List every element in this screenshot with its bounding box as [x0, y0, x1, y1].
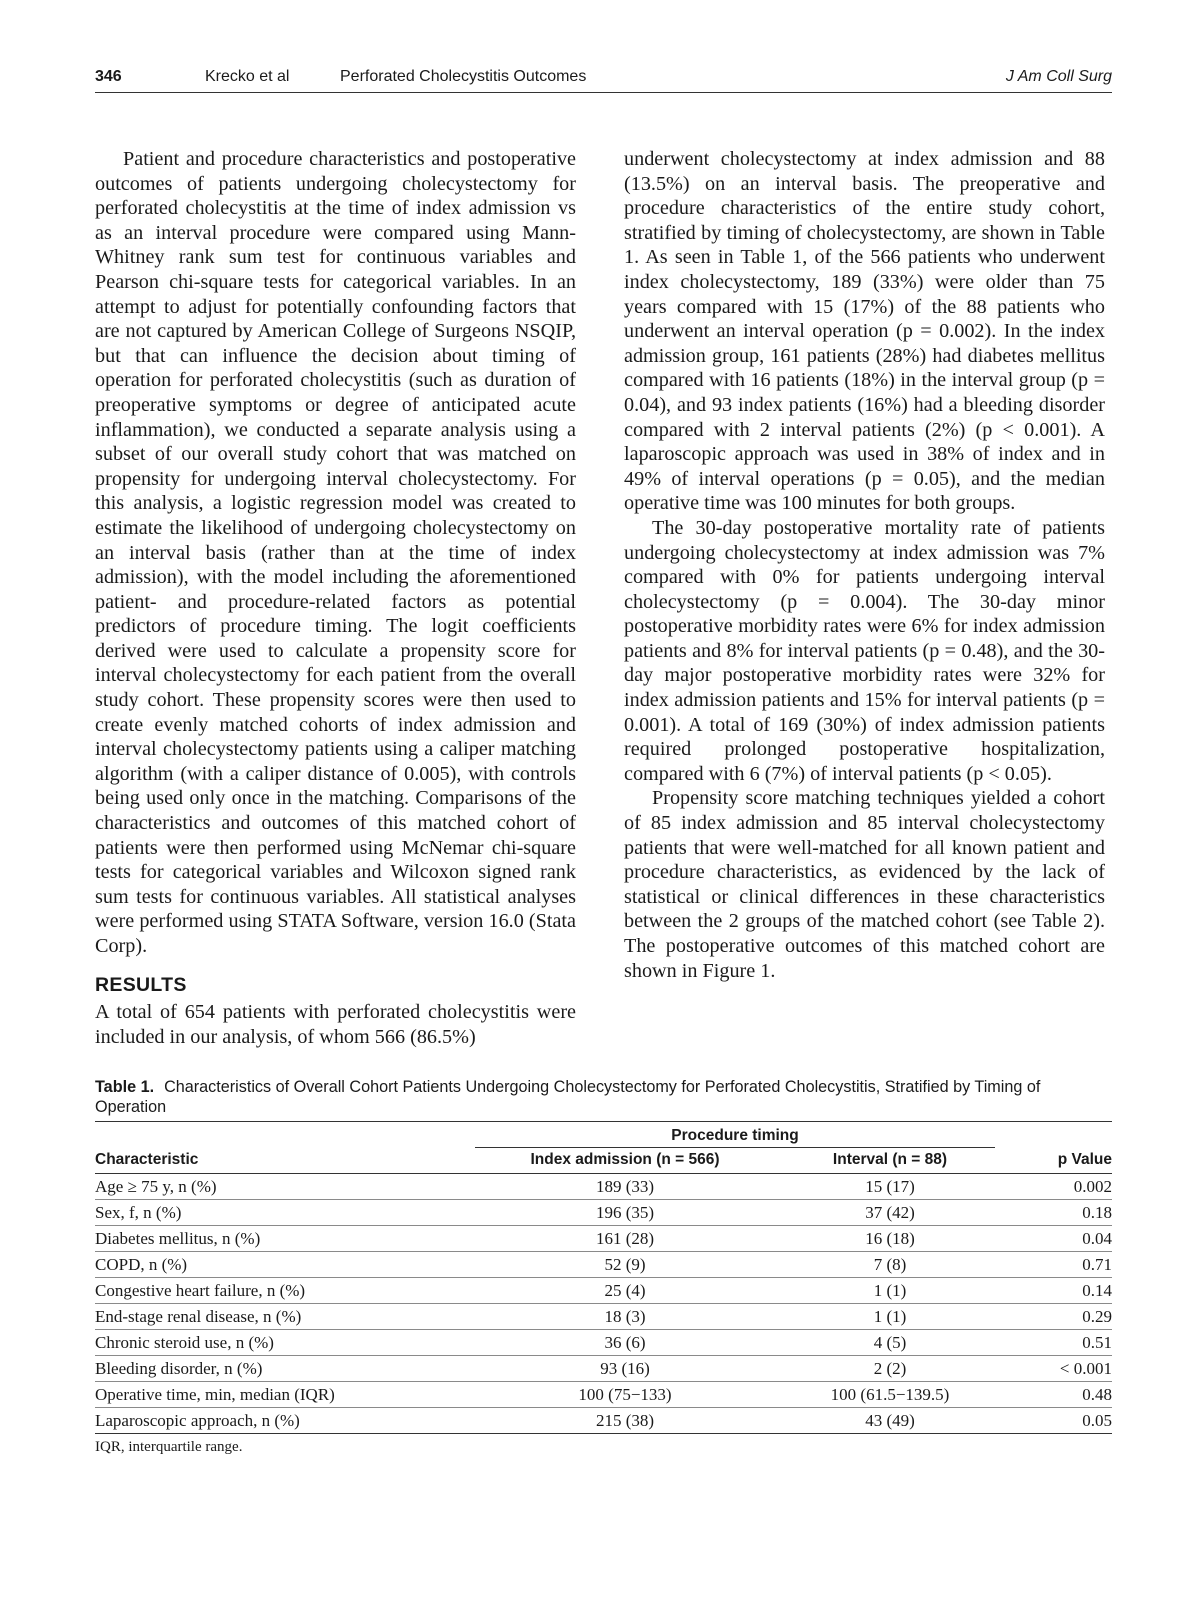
table-row: Congestive heart failure, n (%) 25 (4) 1 (1) 0.14 [95, 1278, 1112, 1304]
column-header-p-value: p Value [1005, 1148, 1112, 1174]
table-footnote: IQR, interquartile range. [95, 1439, 243, 1455]
running-authors: Krecko et al [205, 68, 290, 85]
running-header [95, 66, 1112, 93]
results-heading: RESULTS [95, 973, 187, 996]
table-row: COPD, n (%) 52 (9) 7 (8) 0.71 [95, 1252, 1112, 1278]
methods-paragraph: Patient and procedure characteristics and postoperative outcomes of patients undergoing cholecystectomy for perforated cholecystitis at the time of index admission vs as an interval procedure were compared using Mann-Whitney rank sum test for continuous variables and Pearson chi-square tests for categorical variables. In an attempt to adjust for potentially confounding factors that are not captured by American College of Surgeons NSQIP, but that can influence the decision about timing of operation for perforated cholecystitis (such as duration of preoperative symptoms or degree of anticipated acute inflammation), we conducted a separate analysis using a subset of our overall study cohort that was matched on propensity for undergoing interval cholecystectomy. For this analysis, a logistic regression model was created to estimate the likelihood of undergoing cholecystectomy on an interval basis (rather than at the time of index admission), with the model including the aforementioned patient- and procedure-related factors as potential predictors of procedure timing. The logit coefficients derived were used to calculate a propensity score for interval cholecystectomy for each patient from the overall study cohort. These propensity scores were then used to create evenly matched cohorts of index admission and interval cholecystectomy patients using a caliper matching algorithm (with a caliper distance of 0.005), with controls being used only once in the matching. Comparisons of the characteristics and outcomes of this matched cohort of patients were then performed using McNemar chi-square tests for categorical variables and Wilcoxon signed rank sum tests for continuous variables. All statistical analyses were performed using STATA Software, version 16.0 (Stata Corp). [95, 148, 576, 957]
table-row: Bleeding disorder, n (%) 93 (16) 2 (2) < 0.001 [95, 1356, 1112, 1382]
characteristics-table [95, 1121, 1112, 1434]
table-label: Table 1. [95, 1078, 155, 1096]
results-paragraph: A total of 654 patients with perforated cholecystitis were included in our analysis, of whom 566 (86.5%) [95, 1001, 576, 1048]
table-caption-text: Characteristics of Overall Cohort Patients Undergoing Cholecystectomy for Perforated Cholecystitis, Stratified by Timing of Operation [95, 1078, 1041, 1116]
procedure-timing-header: Procedure timing [475, 1122, 1005, 1149]
mortality-paragraph: The 30-day postoperative mortality rate of patients undergoing cholecystectomy at index admission was 7% compared with 0% for patients undergoing interval cholecystectomy (p = 0.004). The 30-day minor postoperative morbidity rates were 6% for index admission patients and 8% for interval patients (p = 0.48), and the 30-day major postoperative morbidity rates were 32% for index admission patients and 15% for interval patients (p = 0.001). A total of 169 (30%) of index admission patients required prolonged postoperative hospitalization, compared with 6 (7%) of interval patients (p < 0.05). [624, 516, 1105, 785]
table-row: Laparoscopic approach, n (%) 215 (38) 43 (49) 0.05 [95, 1410, 1112, 1430]
page-number: 346 [95, 68, 122, 85]
column-header-characteristic: Characteristic [95, 1148, 475, 1174]
right-column [624, 147, 1105, 983]
running-title: Perforated Cholecystitis Outcomes [340, 68, 587, 85]
column-header-interval: Interval (n = 88) [775, 1148, 1005, 1174]
table-row: End-stage renal disease, n (%) 18 (3) 1 (1) 0.29 [95, 1304, 1112, 1330]
column-header-index: Index admission (n = 566) [475, 1148, 775, 1174]
table-row: Diabetes mellitus, n (%) 161 (28) 16 (18) 0.04 [95, 1226, 1112, 1252]
table-1 [95, 1077, 1112, 1456]
propensity-paragraph: Propensity score matching techniques yielded a cohort of 85 index admission and 85 interval cholecystectomy patients that were well-matched for all known patient and procedure characteristics, as evidenced by the lack of statistical or clinical differences in these characteristics between the 2 groups of the matched cohort (see Table 2). The postoperative outcomes of this matched cohort are shown in Figure 1. [624, 787, 1105, 982]
table-row: Age ≥ 75 y, n (%) 189 (33) 15 (17) 0.002 [95, 1174, 1112, 1200]
table-row: Sex, f, n (%) 196 (35) 37 (42) 0.18 [95, 1200, 1112, 1226]
results-continued-paragraph: underwent cholecystectomy at index admission and 88 (13.5%) on an interval basis. The preoperative and procedure characteristics of the entire study cohort, stratified by timing of cholecystectomy, are shown in Table 1. As seen in Table 1, of the 566 patients who underwent index cholecystectomy, 189 (33%) were older than 75 years compared with 15 (17%) of the 88 patients who underwent an interval operation (p = 0.002). In the index admission group, 161 patients (28%) had diabetes mellitus compared with 16 patients (18%) in the interval group (p = 0.04), and 93 index patients (16%) had a bleeding disorder compared with 2 interval patients (2%) (p < 0.001). A laparoscopic approach was used in 38% of index and in 49% of interval operations (p = 0.05), and the median operative time was 100 minutes for both groups. [624, 148, 1105, 515]
table-caption [95, 1077, 1112, 1117]
table-row: Chronic steroid use, n (%) 36 (6) 4 (5) 0.51 [95, 1330, 1112, 1356]
journal-name: J Am Coll Surg [1005, 68, 1112, 85]
left-column [95, 147, 576, 1049]
table-row: Operative time, min, median (IQR) 100 (75−133) 100 (61.5−139.5) 0.48 [95, 1382, 1112, 1408]
